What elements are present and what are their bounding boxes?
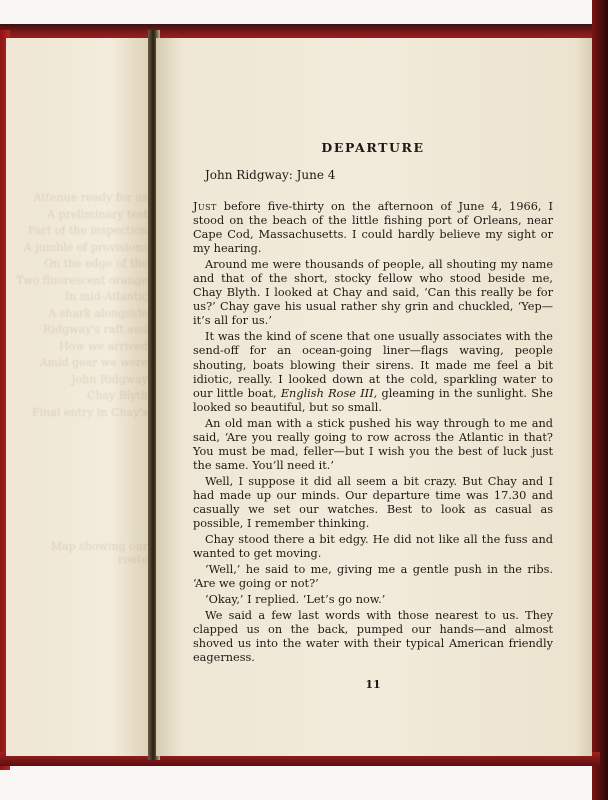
paragraph: Around me were thousands of people, all shouting my name and that of the short, stocky fellow who stood beside me, Chay Blyth. I looked at Chay and said, ‘Can this really be for us?’ Chay gave his usual rather shy grin and chuckled, ‘Yep—it’s all for us.’ bbox=[193, 258, 553, 328]
bleed-line: A preliminary test bbox=[47, 207, 148, 221]
left-page-bleed-caption: Map showing our route bbox=[50, 540, 148, 566]
bleed-line: Final entry in Chay's bbox=[32, 405, 148, 419]
bleed-line: Chay Blyth bbox=[86, 389, 148, 402]
paragraph: ‘Okay,’ I replied. ‘Let’s go now.’ bbox=[205, 593, 386, 607]
paragraph-text: It was the kind of scene that one usually associates with the send-off for an ocean-going liner—flags waving, people shouting, boats blowing their sirens. It made me feel a bit idiotic, really. I looked down at the cold, sparkling water to our little boat, bbox=[193, 330, 553, 400]
bleed-line: Part of the inspection bbox=[28, 224, 148, 237]
opening-word: Just bbox=[193, 200, 217, 213]
bleed-line: Attenue ready for us bbox=[33, 191, 148, 204]
bleed-line: A jumble of provisions bbox=[23, 240, 148, 254]
bleed-line: A shark alongside bbox=[48, 306, 148, 320]
boat-name: English Rose III, bbox=[280, 386, 378, 400]
bleed-line: In mid-Atlantic bbox=[64, 290, 148, 303]
bleed-line: Two fluorescent orange bbox=[16, 273, 148, 287]
paragraph: We said a few last words with those nearest to us. They clapped us on the back, pumped our hands—and almost shoved us into the water with their typical American friendly eagerness. bbox=[193, 609, 553, 665]
paragraph bbox=[193, 330, 553, 414]
page-number: 11 bbox=[365, 678, 381, 691]
bleed-line: John Ridgway bbox=[71, 372, 148, 386]
paragraph: An old man with a stick pushed his way through to me and said, ‘Are you really going to row across the Atlantic in that? You must be mad, feller—but I wish you the best of luck just the same. You’ll need it.’ bbox=[193, 416, 553, 472]
paragraph bbox=[193, 200, 553, 256]
paragraph-text: before five-thirty on the afternoon of June 4, 1966, I stood on the beach of the little fishing port of Orleans, near Cape Cod, Massachusetts. I could hardly believe my sight or my hearing. bbox=[193, 200, 553, 256]
bleed-line: Ridgway's raft and bbox=[43, 323, 148, 336]
chapter-title: DEPARTURE bbox=[321, 140, 425, 155]
paragraph: Chay stood there a bit edgy. He did not like all the fuss and wanted to get moving. bbox=[193, 533, 553, 561]
bleed-line: How we arrived bbox=[59, 339, 148, 353]
bleed-line: On the edge of the bbox=[44, 257, 148, 270]
left-page-bleed-through bbox=[14, 190, 148, 450]
paragraph: Well, I suppose it did all seem a bit crazy. But Chay and I had made up our minds. Our departure time was 17.30 and casually we set our watches. Best to look as casual as possible, I remember thinking. bbox=[193, 474, 553, 531]
bleed-line: Amid gear we were bbox=[39, 356, 148, 369]
body-text bbox=[193, 200, 553, 666]
paragraph: ‘Well,’ he said to me, giving me a gentle push in the ribs. ‘Are we going or not?’ bbox=[193, 563, 553, 591]
book-cover-right-edge bbox=[592, 0, 608, 800]
paragraph-text: gleaming in the sunlight. She looked so beautiful, but so small. bbox=[193, 386, 553, 414]
journal-entry-heading: John Ridgway: June 4 bbox=[205, 168, 336, 182]
